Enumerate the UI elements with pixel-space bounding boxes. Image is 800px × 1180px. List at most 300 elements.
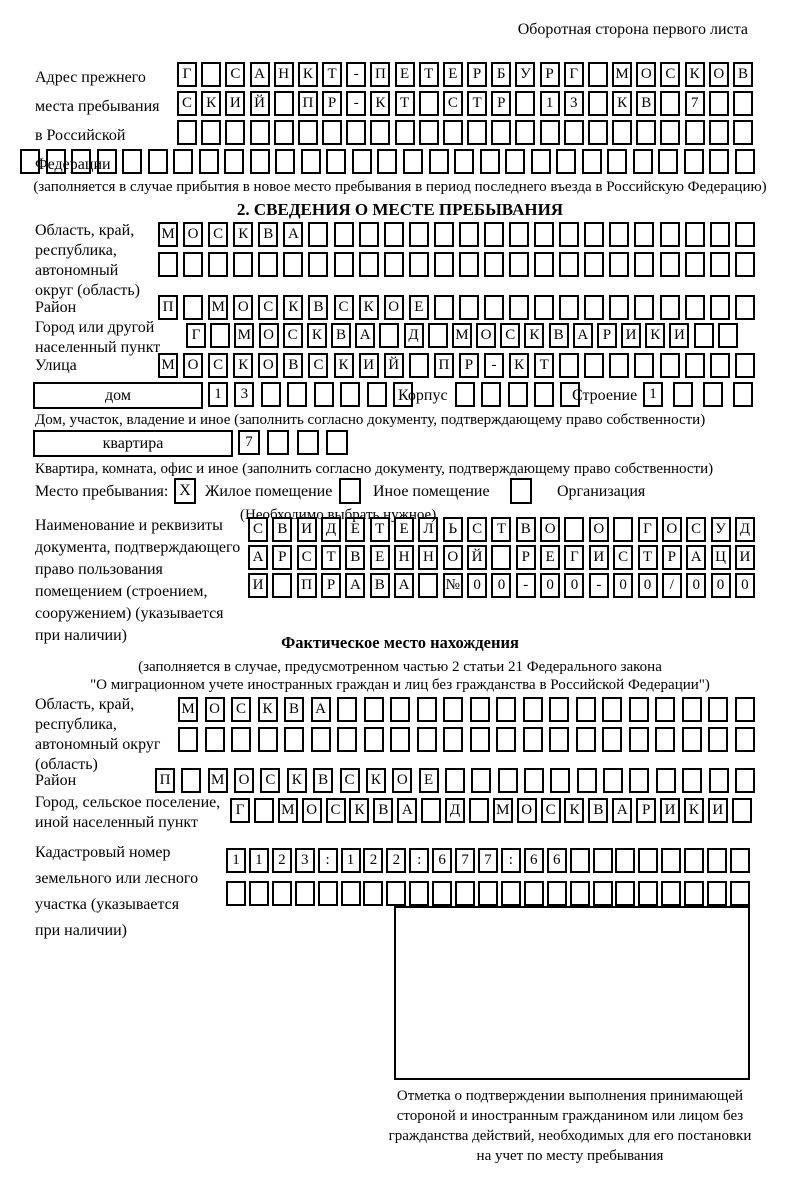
char-box[interactable]	[577, 768, 597, 793]
char-box[interactable]	[287, 382, 307, 407]
char-box[interactable]: С	[177, 91, 197, 116]
char-box[interactable]	[250, 149, 270, 174]
char-box[interactable]: 2	[386, 848, 406, 873]
char-box[interactable]	[634, 353, 654, 378]
char-box[interactable]	[370, 120, 390, 145]
char-box[interactable]	[384, 222, 404, 247]
char-box[interactable]	[409, 881, 429, 906]
char-box[interactable]	[540, 120, 560, 145]
char-box[interactable]: Р	[540, 62, 560, 87]
char-box[interactable]	[326, 149, 346, 174]
char-box[interactable]	[609, 353, 629, 378]
char-box[interactable]: 1	[226, 848, 246, 873]
char-box[interactable]: П	[434, 353, 454, 378]
char-box[interactable]	[708, 727, 728, 752]
char-box[interactable]: К	[509, 353, 529, 378]
char-box[interactable]	[636, 120, 656, 145]
char-box[interactable]: Б	[491, 62, 511, 87]
char-box[interactable]: /	[662, 573, 682, 598]
char-box[interactable]: :	[318, 848, 338, 873]
char-box[interactable]	[547, 881, 567, 906]
char-box[interactable]	[258, 252, 278, 277]
char-box[interactable]	[685, 120, 705, 145]
char-box[interactable]: Т	[419, 62, 439, 87]
char-box[interactable]: А	[283, 222, 303, 247]
char-box[interactable]: 3	[234, 382, 254, 407]
char-box[interactable]: О	[662, 517, 682, 542]
char-box[interactable]: Е	[345, 517, 365, 542]
char-box[interactable]	[432, 881, 452, 906]
char-box[interactable]	[173, 149, 193, 174]
char-box[interactable]: 2	[272, 848, 292, 873]
char-box[interactable]	[434, 252, 454, 277]
char-box[interactable]	[434, 222, 454, 247]
char-box[interactable]	[658, 149, 678, 174]
char-box[interactable]: С	[686, 517, 706, 542]
char-box[interactable]	[559, 295, 579, 320]
char-box[interactable]: В	[284, 697, 304, 722]
char-box[interactable]: С	[248, 517, 268, 542]
char-box[interactable]: -	[346, 91, 366, 116]
char-box[interactable]	[584, 353, 604, 378]
char-box[interactable]	[386, 881, 406, 906]
char-box[interactable]	[570, 881, 590, 906]
char-box[interactable]	[318, 881, 338, 906]
char-box[interactable]	[443, 697, 463, 722]
char-box[interactable]	[559, 353, 579, 378]
char-box[interactable]	[584, 295, 604, 320]
char-box[interactable]	[419, 91, 439, 116]
char-box[interactable]	[549, 727, 569, 752]
char-box[interactable]	[46, 149, 66, 174]
char-box[interactable]: К	[685, 62, 705, 87]
char-box[interactable]	[377, 149, 397, 174]
char-box[interactable]: Р	[321, 573, 341, 598]
char-box[interactable]	[429, 149, 449, 174]
char-box[interactable]: Г	[638, 517, 658, 542]
char-box[interactable]: Т	[322, 62, 342, 87]
char-box[interactable]	[615, 881, 635, 906]
checkbox-zhiloe[interactable]	[174, 478, 196, 504]
char-box[interactable]: К	[287, 768, 307, 793]
char-box[interactable]: 0	[711, 573, 731, 598]
char-box[interactable]: О	[540, 517, 560, 542]
char-box[interactable]	[484, 222, 504, 247]
char-box[interactable]: А	[394, 573, 414, 598]
char-box[interactable]	[459, 295, 479, 320]
char-box[interactable]	[326, 430, 348, 455]
char-box[interactable]: Р	[636, 798, 656, 823]
char-box[interactable]	[311, 727, 331, 752]
char-box[interactable]	[471, 768, 491, 793]
char-box[interactable]	[250, 120, 270, 145]
char-box[interactable]	[295, 881, 315, 906]
char-box[interactable]	[322, 120, 342, 145]
char-box[interactable]: 0	[491, 573, 511, 598]
char-box[interactable]: И	[621, 323, 641, 348]
char-box[interactable]	[656, 768, 676, 793]
char-box[interactable]: С	[467, 517, 487, 542]
char-box[interactable]	[735, 727, 755, 752]
char-box[interactable]: М	[158, 222, 178, 247]
char-box[interactable]: С	[308, 353, 328, 378]
char-box[interactable]: Е	[409, 295, 429, 320]
char-box[interactable]	[709, 149, 729, 174]
char-box[interactable]: К	[366, 768, 386, 793]
char-box[interactable]	[478, 881, 498, 906]
char-box[interactable]	[340, 382, 360, 407]
char-box[interactable]: И	[248, 573, 268, 598]
char-box[interactable]	[363, 881, 383, 906]
char-box[interactable]	[707, 848, 727, 873]
char-box[interactable]	[629, 697, 649, 722]
char-box[interactable]: А	[612, 798, 632, 823]
char-box[interactable]: Ц	[711, 545, 731, 570]
char-box[interactable]: С	[231, 697, 251, 722]
char-box[interactable]	[564, 517, 584, 542]
char-box[interactable]: В	[308, 295, 328, 320]
char-box[interactable]: М	[452, 323, 472, 348]
char-box[interactable]: К	[233, 353, 253, 378]
char-box[interactable]: -	[346, 62, 366, 87]
char-box[interactable]: С	[283, 323, 303, 348]
char-box[interactable]	[660, 120, 680, 145]
char-box[interactable]	[359, 222, 379, 247]
char-box[interactable]: С	[660, 62, 680, 87]
char-box[interactable]: П	[155, 768, 175, 793]
char-box[interactable]	[684, 881, 704, 906]
char-box[interactable]	[272, 881, 292, 906]
char-box[interactable]: 0	[638, 573, 658, 598]
char-box[interactable]	[148, 149, 168, 174]
char-box[interactable]: М	[208, 768, 228, 793]
char-box[interactable]: А	[397, 798, 417, 823]
checkbox-organizatsiya[interactable]	[510, 478, 532, 504]
char-box[interactable]: С	[500, 323, 520, 348]
char-box[interactable]	[201, 120, 221, 145]
char-box[interactable]	[534, 382, 554, 407]
char-box[interactable]	[224, 149, 244, 174]
char-box[interactable]: Т	[467, 91, 487, 116]
char-box[interactable]: М	[278, 798, 298, 823]
char-box[interactable]	[685, 295, 705, 320]
char-box[interactable]: Е	[540, 545, 560, 570]
char-box[interactable]: Т	[491, 517, 511, 542]
char-box[interactable]	[515, 91, 535, 116]
char-box[interactable]	[409, 252, 429, 277]
char-box[interactable]	[421, 798, 441, 823]
char-box[interactable]	[384, 252, 404, 277]
char-box[interactable]: 7	[238, 430, 260, 455]
char-box[interactable]: Р	[662, 545, 682, 570]
char-box[interactable]	[298, 120, 318, 145]
char-box[interactable]	[470, 727, 490, 752]
char-box[interactable]: К	[233, 222, 253, 247]
char-box[interactable]: Г	[564, 545, 584, 570]
char-box[interactable]: 1	[341, 848, 361, 873]
char-box[interactable]: О	[384, 295, 404, 320]
char-box[interactable]	[20, 149, 40, 174]
char-box[interactable]	[308, 222, 328, 247]
char-box[interactable]: В	[331, 323, 351, 348]
char-box[interactable]: 6	[547, 848, 567, 873]
char-box[interactable]: Й	[250, 91, 270, 116]
char-box[interactable]	[549, 697, 569, 722]
char-box[interactable]	[445, 768, 465, 793]
char-box[interactable]: Р	[272, 545, 292, 570]
char-box[interactable]: Ь	[443, 517, 463, 542]
char-box[interactable]: М	[612, 62, 632, 87]
char-box[interactable]	[673, 382, 693, 407]
char-box[interactable]	[732, 798, 752, 823]
char-box[interactable]: В	[549, 323, 569, 348]
char-box[interactable]: М	[234, 323, 254, 348]
char-box[interactable]: А	[686, 545, 706, 570]
char-box[interactable]	[602, 697, 622, 722]
char-box[interactable]	[352, 149, 372, 174]
char-box[interactable]: С	[260, 768, 280, 793]
char-box[interactable]: 3	[564, 91, 584, 116]
char-box[interactable]	[467, 120, 487, 145]
char-box[interactable]	[733, 382, 753, 407]
char-box[interactable]: К	[645, 323, 665, 348]
char-box[interactable]	[455, 382, 475, 407]
char-box[interactable]	[509, 295, 529, 320]
char-box[interactable]: Е	[419, 768, 439, 793]
char-box[interactable]: Р	[322, 91, 342, 116]
char-box[interactable]: К	[307, 323, 327, 348]
char-box[interactable]: 0	[467, 573, 487, 598]
char-box[interactable]	[97, 149, 117, 174]
char-box[interactable]	[710, 353, 730, 378]
char-box[interactable]: Н	[274, 62, 294, 87]
char-box[interactable]: Т	[370, 517, 390, 542]
char-box[interactable]: К	[349, 798, 369, 823]
char-box[interactable]: К	[612, 91, 632, 116]
char-box[interactable]	[498, 768, 518, 793]
char-box[interactable]: В	[258, 222, 278, 247]
char-box[interactable]	[201, 62, 221, 87]
char-box[interactable]	[730, 881, 750, 906]
char-box[interactable]	[609, 252, 629, 277]
char-box[interactable]	[660, 295, 680, 320]
char-box[interactable]: Й	[467, 545, 487, 570]
char-box[interactable]	[685, 222, 705, 247]
char-box[interactable]: С	[340, 768, 360, 793]
char-box[interactable]	[459, 252, 479, 277]
char-box[interactable]	[337, 697, 357, 722]
char-box[interactable]	[418, 573, 438, 598]
char-box[interactable]: С	[258, 295, 278, 320]
char-box[interactable]	[428, 323, 448, 348]
char-box[interactable]: М	[158, 353, 178, 378]
char-box[interactable]: О	[302, 798, 322, 823]
char-box[interactable]: В	[283, 353, 303, 378]
char-box[interactable]	[308, 252, 328, 277]
char-box[interactable]: Г	[186, 323, 206, 348]
char-box[interactable]	[735, 768, 755, 793]
char-box[interactable]	[609, 222, 629, 247]
char-box[interactable]: №	[443, 573, 463, 598]
char-box[interactable]	[496, 727, 516, 752]
char-box[interactable]	[484, 252, 504, 277]
char-box[interactable]	[735, 149, 755, 174]
char-box[interactable]	[559, 222, 579, 247]
char-box[interactable]	[682, 768, 702, 793]
char-box[interactable]	[225, 120, 245, 145]
char-box[interactable]: М	[208, 295, 228, 320]
char-box[interactable]	[633, 149, 653, 174]
char-box[interactable]	[523, 697, 543, 722]
char-box[interactable]	[364, 697, 384, 722]
char-box[interactable]	[71, 149, 91, 174]
char-box[interactable]: 0	[613, 573, 633, 598]
char-box[interactable]: В	[636, 91, 656, 116]
char-box[interactable]	[694, 323, 714, 348]
char-box[interactable]: О	[636, 62, 656, 87]
char-box[interactable]	[684, 149, 704, 174]
char-box[interactable]: И	[359, 353, 379, 378]
char-box[interactable]	[403, 149, 423, 174]
char-box[interactable]: Г	[564, 62, 584, 87]
char-box[interactable]	[249, 881, 269, 906]
char-box[interactable]	[603, 768, 623, 793]
char-box[interactable]	[337, 727, 357, 752]
char-box[interactable]	[588, 62, 608, 87]
char-box[interactable]	[629, 768, 649, 793]
char-box[interactable]	[275, 149, 295, 174]
char-box[interactable]: О	[234, 768, 254, 793]
char-box[interactable]	[272, 573, 292, 598]
char-box[interactable]	[708, 697, 728, 722]
char-box[interactable]	[655, 697, 675, 722]
char-box[interactable]: :	[409, 848, 429, 873]
char-box[interactable]	[588, 120, 608, 145]
char-box[interactable]	[178, 727, 198, 752]
char-box[interactable]	[367, 382, 387, 407]
char-box[interactable]: А	[311, 697, 331, 722]
char-box[interactable]	[682, 697, 702, 722]
char-box[interactable]	[409, 222, 429, 247]
char-box[interactable]	[710, 222, 730, 247]
char-box[interactable]	[515, 120, 535, 145]
char-box[interactable]	[501, 881, 521, 906]
char-box[interactable]	[733, 91, 753, 116]
char-box[interactable]: К	[298, 62, 318, 87]
char-box[interactable]	[480, 149, 500, 174]
char-box[interactable]	[534, 295, 554, 320]
char-box[interactable]: 2	[363, 848, 383, 873]
char-box[interactable]: В	[313, 768, 333, 793]
char-box[interactable]	[730, 848, 750, 873]
char-box[interactable]	[531, 149, 551, 174]
char-box[interactable]	[629, 727, 649, 752]
char-box[interactable]	[261, 382, 281, 407]
char-box[interactable]: К	[684, 798, 704, 823]
char-box[interactable]	[183, 295, 203, 320]
char-box[interactable]	[735, 697, 755, 722]
char-box[interactable]	[233, 252, 253, 277]
char-box[interactable]	[576, 697, 596, 722]
char-box[interactable]	[661, 848, 681, 873]
char-box[interactable]	[484, 295, 504, 320]
char-box[interactable]	[588, 91, 608, 116]
char-box[interactable]	[177, 120, 197, 145]
char-box[interactable]	[210, 323, 230, 348]
char-box[interactable]	[208, 252, 228, 277]
char-box[interactable]	[718, 323, 738, 348]
char-box[interactable]	[505, 149, 525, 174]
char-box[interactable]	[534, 222, 554, 247]
char-box[interactable]: К	[283, 295, 303, 320]
char-box[interactable]: Е	[370, 545, 390, 570]
char-box[interactable]: Т	[321, 545, 341, 570]
char-box[interactable]	[556, 149, 576, 174]
char-box[interactable]: М	[178, 697, 198, 722]
char-box[interactable]: 1	[540, 91, 560, 116]
char-box[interactable]	[417, 727, 437, 752]
char-box[interactable]: В	[345, 545, 365, 570]
char-box[interactable]	[584, 222, 604, 247]
char-box[interactable]: 1	[643, 382, 663, 407]
char-box[interactable]	[615, 848, 635, 873]
char-box[interactable]	[509, 222, 529, 247]
char-box[interactable]	[550, 768, 570, 793]
char-box[interactable]: 3	[295, 848, 315, 873]
char-box[interactable]: Р	[597, 323, 617, 348]
char-box[interactable]	[443, 120, 463, 145]
char-box[interactable]: В	[516, 517, 536, 542]
char-box[interactable]	[409, 353, 429, 378]
char-box[interactable]	[314, 382, 334, 407]
char-box[interactable]: О	[258, 353, 278, 378]
char-box[interactable]: Р	[459, 353, 479, 378]
char-box[interactable]	[183, 252, 203, 277]
char-box[interactable]	[634, 295, 654, 320]
char-box[interactable]	[660, 91, 680, 116]
char-box[interactable]	[341, 881, 361, 906]
char-box[interactable]: К	[524, 323, 544, 348]
char-box[interactable]	[469, 798, 489, 823]
char-box[interactable]: Е	[443, 62, 463, 87]
char-box[interactable]: П	[370, 62, 390, 87]
char-box[interactable]	[158, 252, 178, 277]
char-box[interactable]: К	[359, 295, 379, 320]
char-box[interactable]	[703, 382, 723, 407]
char-box[interactable]: 7	[478, 848, 498, 873]
char-box[interactable]: Г	[230, 798, 250, 823]
char-box[interactable]	[607, 149, 627, 174]
char-box[interactable]	[226, 881, 246, 906]
char-box[interactable]	[334, 222, 354, 247]
char-box[interactable]	[685, 353, 705, 378]
char-box[interactable]: К	[334, 353, 354, 378]
char-box[interactable]	[707, 881, 727, 906]
char-box[interactable]	[254, 798, 274, 823]
char-box[interactable]: 7	[685, 91, 705, 116]
char-box[interactable]	[710, 295, 730, 320]
char-box[interactable]	[390, 697, 410, 722]
char-box[interactable]: У	[515, 62, 535, 87]
char-box[interactable]: Й	[384, 353, 404, 378]
char-box[interactable]	[390, 727, 410, 752]
char-box[interactable]	[559, 252, 579, 277]
char-box[interactable]: П	[298, 91, 318, 116]
char-box[interactable]: А	[248, 545, 268, 570]
char-box[interactable]	[231, 727, 251, 752]
char-box[interactable]: 6	[432, 848, 452, 873]
char-box[interactable]: И	[735, 545, 755, 570]
